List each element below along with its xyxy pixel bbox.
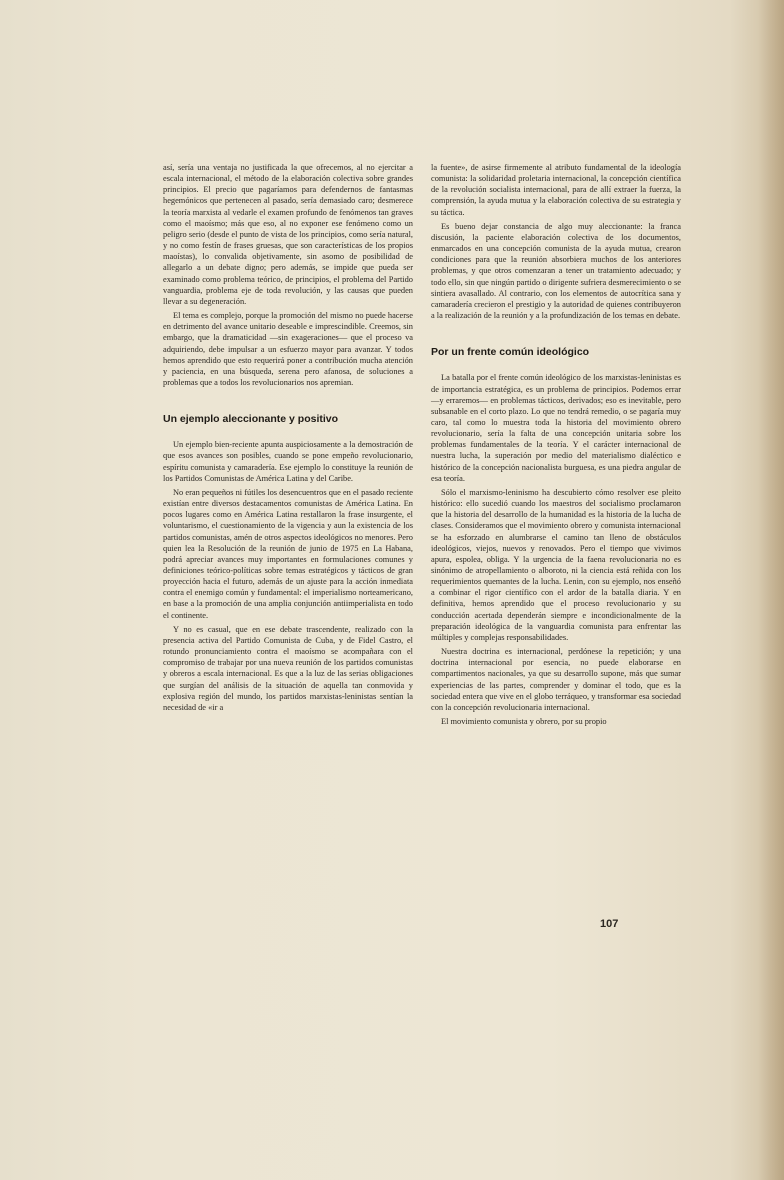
left-column [163, 162, 413, 716]
paragraph: Y no es casual, que en ese debate trascendente, realizado con la presencia activa del Partido Comunista de Cuba, y de Fidel Castro, el rotundo pronunciamiento contra el maoísmo se acompañara con el compromiso de trabajar por una nueva reunión de los partidos comunistas y obreros a escala internacional. Es que a la luz de las serias obligaciones que surgían del análisis de la situación de aquella tan conmovida y explosiva región del mundo, los partidos marxistas-leninistas sentían la necesidad de «ir a [163, 624, 413, 712]
paragraph: El movimiento comunista y obrero, por su propio [441, 717, 607, 727]
paragraph: así, sería una ventaja no justificada la que ofrecemos, al no ejercitar a escala internacional, el método de la elaboración colectiva sobre grandes principios. El precio que pagaríamos para defendernos de fantasmas hegemónicos que pertenecen al pasado, sería demasiado caro; desmerece la teoría marxista al vedarle el examen profundo de fenómenos tan graves como el maoísmo; más que eso, al no exponer ese fenómeno como un peligro serio (desde el punto de vista de los principios, como sería natural, y no como festín de frases gruesas, que son características de los propios maoístas), lo convalida objetivamente, sin asomo de posibilidad de allegarlo a un debate digno; pero además, se impide que pueda ser examinado como problema teórico, de principios, el problema del Partido vanguardia, problema eje de toda revolución, y las causas que pueden llevar a su degeneración. [163, 163, 413, 306]
paragraph: No eran pequeños ni fútiles los desencuentros que en el pasado reciente existían entre diversos destacamentos comunistas de América Latina. En pocos lugares como en América Latina restallaron la frase insurgente, el voluntarismo, el cuestionamiento de la vigencia y aun la existencia de los partidos comunistas, amén de otros aspectos ideológicos no menores. Pero quien lea la Resolución de la reunión de junio de 1975 en La Habana, podrá apreciar avances muy importantes en formulaciones comunes y definiciones teórico-políticas sobre temas estratégicos y tácticos de gran proyección hacia el futuro, además de un ajuste para la acción inmediata contra el enemigo común y fundamental: el imperialismo norteamericano, en base a la promoción de una amplia conjunción antiimperialista en todo el continente. [163, 487, 413, 620]
paragraph: Sólo el marxismo-leninismo ha descubierto cómo resolver ese pleito histórico: ello sucedió cuando los maestros del socialismo proclamaron que la historia del desarrollo de la humanidad es la historia de la lucha de clases. Consideramos que el movimiento obrero y comunista internacional se ha esforzado en alumbrarse el camino tan lleno de obstáculos ideológicos, viejos, nuevos y renovados. Pero el tiempo que vivimos apura, espolea, obliga. Y la urgencia de la faena revolucionaria no es sinónimo de atropellamiento o alboroto, ni la ciencia está reñida con los requerimientos quemantes de la lucha. Lenin, con su ejemplo, nos enseñó a combinar el rigor científico con el ardor de la batalla diaria. Y en definitiva, hemos aprendido que el proceso revolucionario y su conducción acertada dependerán siempre e incondicionalmente de la preparación ideológica de la vanguardia comunista para enfrentar las múltiples y complejas responsabilidades. [431, 487, 681, 642]
section-heading: Por un frente común ideológico [431, 346, 590, 359]
section-heading: Un ejemplo aleccionante y positivo [163, 413, 339, 426]
paragraph: El tema es complejo, porque la promoción del mismo no puede hacerse en detrimento del avance unitario deseable e imprescindible. Creemos, sin embargo, que la dramaticidad —sin exageraciones— que el proceso va adquiriendo, debe impulsar a un esfuerzo mayor para avanzar. Y todos hemos aprendido que esto requerirá poner a contribución mucha atención y paciencia, en una búsqueda, serena pero afanosa, de soluciones a problemas que a todos los revolucionarios nos apremian. [163, 311, 413, 387]
page-edge-shadow [758, 0, 784, 1180]
right-column [431, 162, 681, 730]
paragraph: la fuente», de asirse firmemente al atributo fundamental de la ideología comunista: la solidaridad proletaria internacional, la concepción científica de la revolución socialista internacional, para de allí extraer la fuerza, la comprensión, la ayuda mutua y la elaboración colectiva de su estrategia y su táctica. [431, 163, 681, 217]
paragraph: La batalla por el frente común ideológico de los marxistas-leninistas es de importancia estratégica, es un problema de principios. Podemos errar —y erraremos— en problemas tácticos, derivados; eso es inevitable, pero subsanable en el corto plazo. Lo que no tendrá remedio, o se pagaría muy caro, tal como lo muestra toda la historia del movimiento obrero revolucionario, sería la falta de una concepción unitaria sobre los problemas fundamentales de la teoría. Y el carácter internacional de nuestra lucha, la superación por medio del materialismo dialéctico e histórico de la concepción nacionalista burguesa, es una piedra angular de esa teoría. [431, 373, 681, 483]
paragraph: Es bueno dejar constancia de algo muy aleccionante: la franca discusión, la paciente elaboración colectiva de los documentos, enmarcados en una concepción comunista de la ayuda mutua, crearon condiciones para que la reunión absorbiera muchos de los anteriores problemas, y que otros comenzaran a tener un tratamiento adecuado; y todo ello, sin que ningún partido o dirigente sufriera desmerecimiento o se sintiera avasallado. Al contrario, con los elementos de autocrítica sana y camaradería crecieron el prestigio y la autoridad de quienes contribuyeron a la realización de la reunión y a la profundización de los temas en debate. [431, 221, 681, 321]
paragraph: Nuestra doctrina es internacional, perdónese la repetición; y una doctrina internacional por esencia, no puede elaborarse en compartimentos nacionales, ya que su desarrollo supone, más que sumar experiencias de las partes, comprender y dominar el todo, que es la sociedad entera que vive en el globo terráqueo, y transformar esa sociedad con la concepción revolucionaria internacional. [431, 647, 681, 712]
page-number: 107 [600, 918, 619, 930]
paragraph: Un ejemplo bien-reciente apunta auspiciosamente a la demostración de que esos avances son posibles, cuando se pone empeño revolucionario, espíritu comunista y camaradería. Ese ejemplo lo constituye la reunión de los Partidos Comunistas de América Latina y del Caribe. [163, 440, 413, 483]
